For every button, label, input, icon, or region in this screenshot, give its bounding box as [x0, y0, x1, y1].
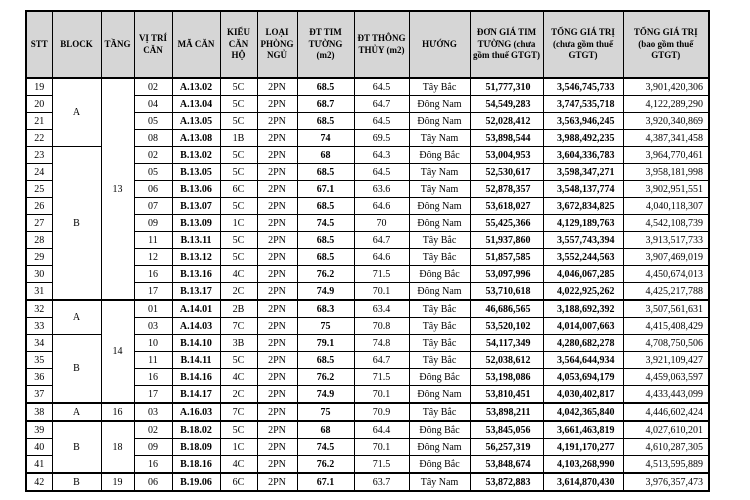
cell-dongia: 53,004,953	[470, 147, 543, 164]
cell-stt: 22	[26, 130, 52, 147]
cell-dongia: 54,117,349	[470, 335, 543, 352]
cell-stt: 28	[26, 232, 52, 249]
cell-tong1: 3,188,692,392	[543, 300, 623, 318]
cell-dttim: 74.5	[297, 215, 354, 232]
cell-loai: 2PN	[257, 335, 297, 352]
col-header-dtthong: ĐT THÔNG THỦY (m2)	[354, 11, 409, 78]
cell-dttim: 68.5	[297, 198, 354, 215]
cell-dongia: 52,028,412	[470, 113, 543, 130]
cell-kieu: 7C	[220, 403, 257, 421]
cell-dtthong: 63.4	[354, 300, 409, 318]
cell-dttim: 74.9	[297, 386, 354, 404]
cell-huong: Tây Nam	[409, 164, 470, 181]
cell-block: B	[52, 421, 101, 473]
cell-kieu: 1C	[220, 215, 257, 232]
cell-loai: 2PN	[257, 369, 297, 386]
col-header-tong1: TỔNG GIÁ TRỊ (chưa gồm thuế GTGT)	[543, 11, 623, 78]
cell-macan: B.13.11	[172, 232, 220, 249]
cell-dtthong: 70.1	[354, 439, 409, 456]
cell-vitri: 16	[134, 369, 172, 386]
cell-tong2: 4,425,217,788	[623, 283, 709, 301]
cell-stt: 29	[26, 249, 52, 266]
cell-tong1: 4,022,925,262	[543, 283, 623, 301]
cell-dongia: 54,549,283	[470, 96, 543, 113]
cell-dttim: 68.5	[297, 78, 354, 96]
cell-vitri: 16	[134, 456, 172, 474]
cell-tong2: 3,913,517,733	[623, 232, 709, 249]
cell-tong2: 4,040,118,307	[623, 198, 709, 215]
col-header-huong: HƯỚNG	[409, 11, 470, 78]
cell-macan: B.13.07	[172, 198, 220, 215]
cell-tong1: 4,129,189,763	[543, 215, 623, 232]
cell-vitri: 04	[134, 96, 172, 113]
cell-dtthong: 70.1	[354, 386, 409, 404]
cell-vitri: 11	[134, 232, 172, 249]
cell-vitri: 09	[134, 215, 172, 232]
table-header	[26, 11, 709, 78]
cell-dtthong: 71.5	[354, 369, 409, 386]
cell-macan: A.16.03	[172, 403, 220, 421]
cell-loai: 2PN	[257, 164, 297, 181]
cell-huong: Tây Nam	[409, 130, 470, 147]
cell-stt: 39	[26, 421, 52, 439]
cell-tong1: 3,988,492,235	[543, 130, 623, 147]
cell-vitri: 16	[134, 266, 172, 283]
cell-kieu: 1C	[220, 439, 257, 456]
cell-stt: 41	[26, 456, 52, 474]
cell-tong1: 4,053,694,179	[543, 369, 623, 386]
cell-tong1: 3,557,743,394	[543, 232, 623, 249]
cell-vitri: 03	[134, 318, 172, 335]
cell-stt: 21	[26, 113, 52, 130]
cell-loai: 2PN	[257, 198, 297, 215]
cell-huong: Tây Bắc	[409, 318, 470, 335]
cell-tong1: 3,672,834,825	[543, 198, 623, 215]
cell-kieu: 5C	[220, 352, 257, 369]
cell-stt: 37	[26, 386, 52, 404]
cell-dttim: 67.1	[297, 181, 354, 198]
cell-tong1: 3,598,347,271	[543, 164, 623, 181]
cell-stt: 32	[26, 300, 52, 318]
cell-stt: 26	[26, 198, 52, 215]
cell-kieu: 2B	[220, 300, 257, 318]
cell-dongia: 52,878,357	[470, 181, 543, 198]
cell-dttim: 68.7	[297, 96, 354, 113]
cell-tong2: 4,708,750,506	[623, 335, 709, 352]
cell-huong: Tây Bắc	[409, 335, 470, 352]
cell-huong: Tây Bắc	[409, 232, 470, 249]
cell-huong: Đông Bắc	[409, 421, 470, 439]
cell-dttim: 68.5	[297, 113, 354, 130]
cell-huong: Tây Bắc	[409, 403, 470, 421]
cell-kieu: 5C	[220, 113, 257, 130]
cell-tong2: 3,507,561,631	[623, 300, 709, 318]
col-header-kieu: KIỂU CĂN HỘ	[220, 11, 257, 78]
cell-block: A	[52, 403, 101, 421]
cell-vitri: 05	[134, 113, 172, 130]
cell-macan: B.13.09	[172, 215, 220, 232]
cell-dongia: 53,810,451	[470, 386, 543, 404]
cell-macan: B.13.12	[172, 249, 220, 266]
cell-huong: Tây Bắc	[409, 300, 470, 318]
cell-dttim: 79.1	[297, 335, 354, 352]
cell-tong1: 3,563,946,245	[543, 113, 623, 130]
cell-tong1: 4,280,682,278	[543, 335, 623, 352]
col-header-tang: TẦNG	[101, 11, 134, 78]
cell-dttim: 76.2	[297, 266, 354, 283]
cell-macan: A.14.03	[172, 318, 220, 335]
col-header-dttim: ĐT TIM TƯỜNG (m2)	[297, 11, 354, 78]
cell-stt: 27	[26, 215, 52, 232]
cell-macan: A.13.05	[172, 113, 220, 130]
cell-stt: 42	[26, 473, 52, 491]
cell-tong2: 4,433,443,099	[623, 386, 709, 404]
cell-macan: A.13.08	[172, 130, 220, 147]
cell-stt: 40	[26, 439, 52, 456]
cell-tong2: 3,920,340,869	[623, 113, 709, 130]
cell-vitri: 03	[134, 403, 172, 421]
cell-loai: 2PN	[257, 181, 297, 198]
cell-stt: 33	[26, 318, 52, 335]
table-body	[26, 78, 709, 491]
cell-macan: B.18.09	[172, 439, 220, 456]
cell-macan: A.14.01	[172, 300, 220, 318]
cell-tong1: 4,191,170,277	[543, 439, 623, 456]
cell-dongia: 55,425,366	[470, 215, 543, 232]
cell-macan: B.14.11	[172, 352, 220, 369]
cell-dtthong: 74.8	[354, 335, 409, 352]
cell-tong2: 4,459,063,597	[623, 369, 709, 386]
cell-vitri: 01	[134, 300, 172, 318]
cell-dttim: 75	[297, 318, 354, 335]
cell-stt: 38	[26, 403, 52, 421]
table-row	[26, 300, 709, 318]
col-header-dongia: ĐƠN GIÁ TIM TƯỜNG (chưa gồm thuế GTGT)	[470, 11, 543, 78]
cell-stt: 24	[26, 164, 52, 181]
cell-dongia: 52,038,612	[470, 352, 543, 369]
cell-dttim: 67.1	[297, 473, 354, 491]
cell-tong2: 4,122,289,290	[623, 96, 709, 113]
cell-dtthong: 64.4	[354, 421, 409, 439]
cell-tong1: 3,546,745,733	[543, 78, 623, 96]
cell-stt: 20	[26, 96, 52, 113]
cell-macan: B.13.02	[172, 147, 220, 164]
cell-loai: 2PN	[257, 232, 297, 249]
col-header-vitri: VỊ TRÍ CĂN	[134, 11, 172, 78]
cell-dongia: 53,898,211	[470, 403, 543, 421]
cell-stt: 30	[26, 266, 52, 283]
cell-dongia: 53,872,883	[470, 473, 543, 491]
cell-kieu: 6C	[220, 473, 257, 491]
cell-stt: 19	[26, 78, 52, 96]
cell-huong: Tây Nam	[409, 181, 470, 198]
cell-dtthong: 64.6	[354, 249, 409, 266]
cell-loai: 2PN	[257, 403, 297, 421]
table-row	[26, 78, 709, 96]
cell-kieu: 5C	[220, 198, 257, 215]
cell-block: B	[52, 335, 101, 404]
cell-macan: B.19.06	[172, 473, 220, 491]
cell-dongia: 53,848,674	[470, 456, 543, 474]
cell-kieu: 4C	[220, 456, 257, 474]
cell-tong2: 4,446,602,424	[623, 403, 709, 421]
cell-tong2: 4,027,610,201	[623, 421, 709, 439]
cell-stt: 31	[26, 283, 52, 301]
cell-stt: 36	[26, 369, 52, 386]
cell-dtthong: 63.7	[354, 473, 409, 491]
cell-kieu: 5C	[220, 249, 257, 266]
cell-kieu: 4C	[220, 369, 257, 386]
cell-tong1: 4,103,268,990	[543, 456, 623, 474]
cell-dttim: 68	[297, 147, 354, 164]
cell-tong2: 4,387,341,458	[623, 130, 709, 147]
cell-kieu: 5C	[220, 232, 257, 249]
cell-loai: 2PN	[257, 249, 297, 266]
cell-huong: Đông Bắc	[409, 369, 470, 386]
cell-tong1: 3,548,137,774	[543, 181, 623, 198]
cell-tong1: 3,604,336,783	[543, 147, 623, 164]
cell-loai: 2PN	[257, 300, 297, 318]
cell-dtthong: 64.5	[354, 78, 409, 96]
cell-kieu: 6C	[220, 181, 257, 198]
cell-vitri: 02	[134, 421, 172, 439]
cell-tong2: 3,958,181,998	[623, 164, 709, 181]
cell-dttim: 68.5	[297, 232, 354, 249]
cell-dongia: 51,857,585	[470, 249, 543, 266]
cell-vitri: 02	[134, 78, 172, 96]
cell-vitri: 17	[134, 283, 172, 301]
cell-dongia: 53,198,086	[470, 369, 543, 386]
cell-huong: Đông Nam	[409, 439, 470, 456]
header-row	[26, 11, 709, 78]
cell-tong2: 4,610,287,305	[623, 439, 709, 456]
cell-loai: 2PN	[257, 96, 297, 113]
cell-huong: Tây Nam	[409, 473, 470, 491]
cell-stt: 34	[26, 335, 52, 352]
table-row	[26, 403, 709, 421]
cell-dongia: 52,530,617	[470, 164, 543, 181]
cell-stt: 35	[26, 352, 52, 369]
cell-huong: Tây Bắc	[409, 78, 470, 96]
cell-macan: A.13.02	[172, 78, 220, 96]
cell-huong: Đông Nam	[409, 113, 470, 130]
cell-macan: B.13.16	[172, 266, 220, 283]
cell-loai: 2PN	[257, 456, 297, 474]
cell-kieu: 5C	[220, 78, 257, 96]
cell-tong2: 4,542,108,739	[623, 215, 709, 232]
cell-block: B	[52, 147, 101, 301]
cell-huong: Tây Bắc	[409, 249, 470, 266]
cell-tong2: 4,415,408,429	[623, 318, 709, 335]
cell-dongia: 53,520,102	[470, 318, 543, 335]
cell-loai: 2PN	[257, 130, 297, 147]
cell-dongia: 53,898,544	[470, 130, 543, 147]
cell-macan: B.14.17	[172, 386, 220, 404]
cell-dtthong: 70.8	[354, 318, 409, 335]
cell-loai: 2PN	[257, 266, 297, 283]
cell-dtthong: 70	[354, 215, 409, 232]
cell-macan: B.13.06	[172, 181, 220, 198]
cell-huong: Đông Nam	[409, 215, 470, 232]
cell-kieu: 5C	[220, 421, 257, 439]
cell-dongia: 53,618,027	[470, 198, 543, 215]
cell-loai: 2PN	[257, 215, 297, 232]
cell-tong2: 3,976,357,473	[623, 473, 709, 491]
cell-dongia: 46,686,565	[470, 300, 543, 318]
cell-dttim: 68.5	[297, 249, 354, 266]
cell-dtthong: 64.3	[354, 147, 409, 164]
cell-loai: 2PN	[257, 113, 297, 130]
cell-loai: 2PN	[257, 473, 297, 491]
cell-dtthong: 71.5	[354, 266, 409, 283]
cell-block: A	[52, 300, 101, 335]
cell-tong1: 3,552,244,563	[543, 249, 623, 266]
cell-dttim: 76.2	[297, 456, 354, 474]
cell-kieu: 2C	[220, 386, 257, 404]
cell-kieu: 7C	[220, 318, 257, 335]
cell-dtthong: 63.6	[354, 181, 409, 198]
cell-macan: B.14.16	[172, 369, 220, 386]
cell-dttim: 68.5	[297, 352, 354, 369]
cell-dtthong: 70.1	[354, 283, 409, 301]
cell-tong2: 3,907,469,019	[623, 249, 709, 266]
cell-dtthong: 64.7	[354, 232, 409, 249]
cell-dttim: 68	[297, 421, 354, 439]
cell-huong: Đông Nam	[409, 283, 470, 301]
cell-kieu: 4C	[220, 266, 257, 283]
cell-vitri: 06	[134, 473, 172, 491]
table-row	[26, 473, 709, 491]
cell-macan: A.13.04	[172, 96, 220, 113]
col-header-loai: LOẠI PHÒNG NGỦ	[257, 11, 297, 78]
cell-loai: 2PN	[257, 283, 297, 301]
cell-huong: Đông Nam	[409, 386, 470, 404]
cell-tong2: 4,450,674,013	[623, 266, 709, 283]
cell-dtthong: 71.5	[354, 456, 409, 474]
cell-loai: 2PN	[257, 78, 297, 96]
cell-dttim: 76.2	[297, 369, 354, 386]
cell-tong2: 3,921,109,427	[623, 352, 709, 369]
cell-huong: Đông Bắc	[409, 456, 470, 474]
cell-dtthong: 69.5	[354, 130, 409, 147]
cell-dongia: 53,845,056	[470, 421, 543, 439]
cell-vitri: 12	[134, 249, 172, 266]
cell-dtthong: 64.6	[354, 198, 409, 215]
cell-tong1: 4,014,007,663	[543, 318, 623, 335]
cell-dtthong: 64.5	[354, 113, 409, 130]
cell-stt: 25	[26, 181, 52, 198]
cell-tong1: 4,046,067,285	[543, 266, 623, 283]
cell-block: B	[52, 473, 101, 491]
cell-loai: 2PN	[257, 147, 297, 164]
cell-macan: B.13.17	[172, 283, 220, 301]
cell-huong: Đông Bắc	[409, 147, 470, 164]
cell-dongia: 53,097,996	[470, 266, 543, 283]
cell-dttim: 74	[297, 130, 354, 147]
cell-huong: Đông Nam	[409, 198, 470, 215]
cell-kieu: 1B	[220, 130, 257, 147]
cell-dtthong: 64.7	[354, 96, 409, 113]
cell-vitri: 08	[134, 130, 172, 147]
cell-macan: B.18.02	[172, 421, 220, 439]
cell-loai: 2PN	[257, 318, 297, 335]
cell-macan: B.14.10	[172, 335, 220, 352]
cell-loai: 2PN	[257, 386, 297, 404]
cell-dongia: 51,937,860	[470, 232, 543, 249]
cell-vitri: 07	[134, 198, 172, 215]
cell-macan: B.18.16	[172, 456, 220, 474]
cell-macan: B.13.05	[172, 164, 220, 181]
cell-loai: 2PN	[257, 439, 297, 456]
cell-vitri: 02	[134, 147, 172, 164]
cell-kieu: 5C	[220, 96, 257, 113]
cell-tong2: 3,902,951,551	[623, 181, 709, 198]
cell-dtthong: 70.9	[354, 403, 409, 421]
cell-dtthong: 64.5	[354, 164, 409, 181]
cell-tong1: 4,030,402,817	[543, 386, 623, 404]
cell-tang: 18	[101, 421, 134, 473]
cell-stt: 23	[26, 147, 52, 164]
cell-dtthong: 64.7	[354, 352, 409, 369]
col-header-stt: STT	[26, 11, 52, 78]
cell-vitri: 09	[134, 439, 172, 456]
cell-tong1: 4,042,365,840	[543, 403, 623, 421]
cell-tong1: 3,564,644,934	[543, 352, 623, 369]
col-header-tong2: TỔNG GIÁ TRỊ (bao gồm thuế GTGT)	[623, 11, 709, 78]
cell-huong: Tây Bắc	[409, 352, 470, 369]
cell-huong: Đông Bắc	[409, 266, 470, 283]
col-header-macan: MÃ CĂN	[172, 11, 220, 78]
cell-vitri: 11	[134, 352, 172, 369]
cell-tang: 13	[101, 78, 134, 300]
cell-huong: Đông Nam	[409, 96, 470, 113]
cell-vitri: 06	[134, 181, 172, 198]
cell-dongia: 51,777,310	[470, 78, 543, 96]
cell-dttim: 74.9	[297, 283, 354, 301]
cell-dttim: 68.5	[297, 164, 354, 181]
price-table	[25, 10, 710, 492]
cell-tang: 14	[101, 300, 134, 403]
cell-kieu: 3B	[220, 335, 257, 352]
cell-vitri: 17	[134, 386, 172, 404]
cell-dongia: 56,257,319	[470, 439, 543, 456]
cell-tang: 16	[101, 403, 134, 421]
cell-dttim: 68.3	[297, 300, 354, 318]
cell-vitri: 10	[134, 335, 172, 352]
col-header-block: BLOCK	[52, 11, 101, 78]
cell-loai: 2PN	[257, 421, 297, 439]
cell-dttim: 74.5	[297, 439, 354, 456]
table-row	[26, 421, 709, 439]
cell-block: A	[52, 78, 101, 147]
cell-dttim: 75	[297, 403, 354, 421]
cell-tong1: 3,661,463,819	[543, 421, 623, 439]
cell-tong1: 3,614,870,430	[543, 473, 623, 491]
cell-kieu: 2C	[220, 283, 257, 301]
cell-kieu: 5C	[220, 147, 257, 164]
cell-dongia: 53,710,618	[470, 283, 543, 301]
cell-tong1: 3,747,535,718	[543, 96, 623, 113]
cell-loai: 2PN	[257, 352, 297, 369]
cell-tong2: 4,513,595,889	[623, 456, 709, 474]
cell-vitri: 05	[134, 164, 172, 181]
cell-tong2: 3,901,420,306	[623, 78, 709, 96]
cell-tang: 19	[101, 473, 134, 491]
cell-kieu: 5C	[220, 164, 257, 181]
cell-tong2: 3,964,770,461	[623, 147, 709, 164]
